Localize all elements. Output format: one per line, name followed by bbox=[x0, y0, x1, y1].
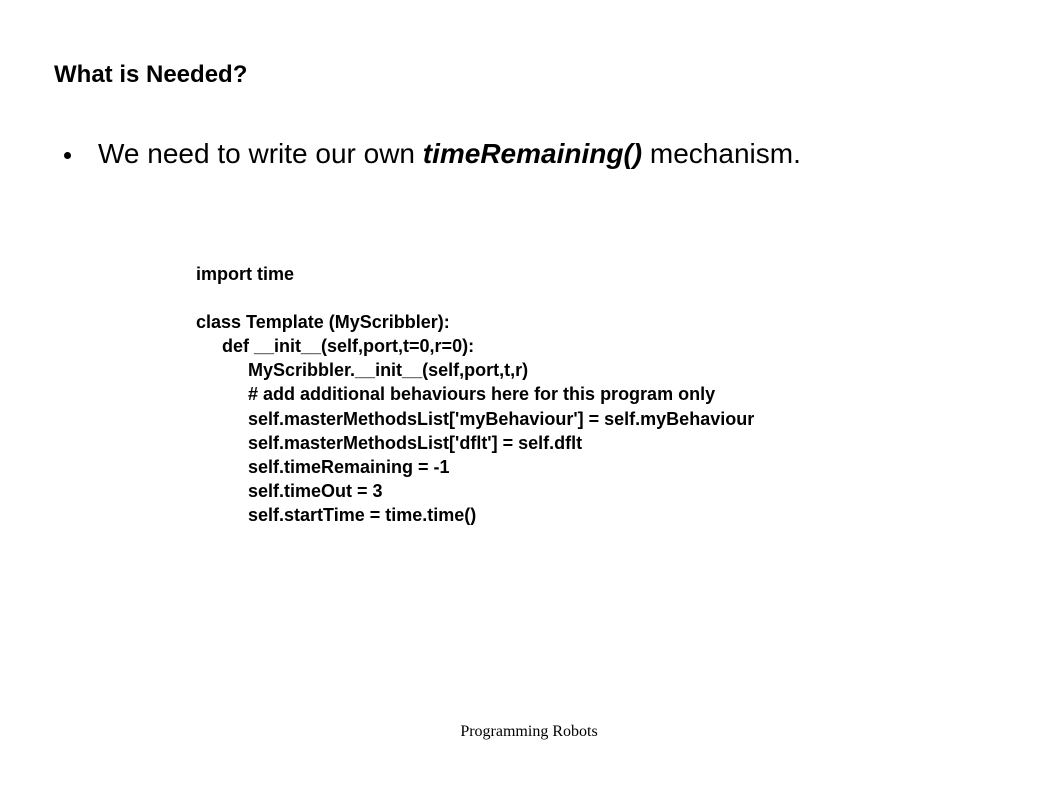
bullet-text-emphasis: timeRemaining() bbox=[422, 138, 643, 169]
code-line: class Template (MyScribbler): bbox=[196, 312, 450, 333]
bullet-dot-icon bbox=[64, 152, 71, 159]
code-line: MyScribbler.__init__(self,port,t,r) bbox=[248, 360, 529, 381]
code-line: self.masterMethodsList['myBehaviour'] = self.myBehaviour bbox=[248, 408, 755, 429]
code-line: def __init__(self,port,t=0,r=0): bbox=[222, 336, 475, 357]
code-line: self.timeRemaining = -1 bbox=[248, 456, 450, 477]
code-line: # add additional behaviours here for this program only bbox=[248, 384, 716, 405]
slide-footer: Programming Robots bbox=[460, 723, 598, 740]
slide-title: What is Needed? bbox=[54, 61, 248, 88]
code-line: self.masterMethodsList['dflt'] = self.dflt bbox=[248, 432, 583, 453]
bullet-item bbox=[64, 135, 801, 173]
bullet-text-suffix: mechanism. bbox=[642, 138, 801, 169]
bullet-text-prefix: We need to write our own bbox=[98, 138, 423, 169]
code-line: self.timeOut = 3 bbox=[248, 480, 383, 501]
code-block bbox=[196, 262, 754, 527]
code-line bbox=[196, 286, 754, 310]
bullet-text bbox=[98, 135, 801, 173]
code-line: self.startTime = time.time() bbox=[248, 504, 477, 525]
code-line: import time bbox=[196, 264, 295, 284]
